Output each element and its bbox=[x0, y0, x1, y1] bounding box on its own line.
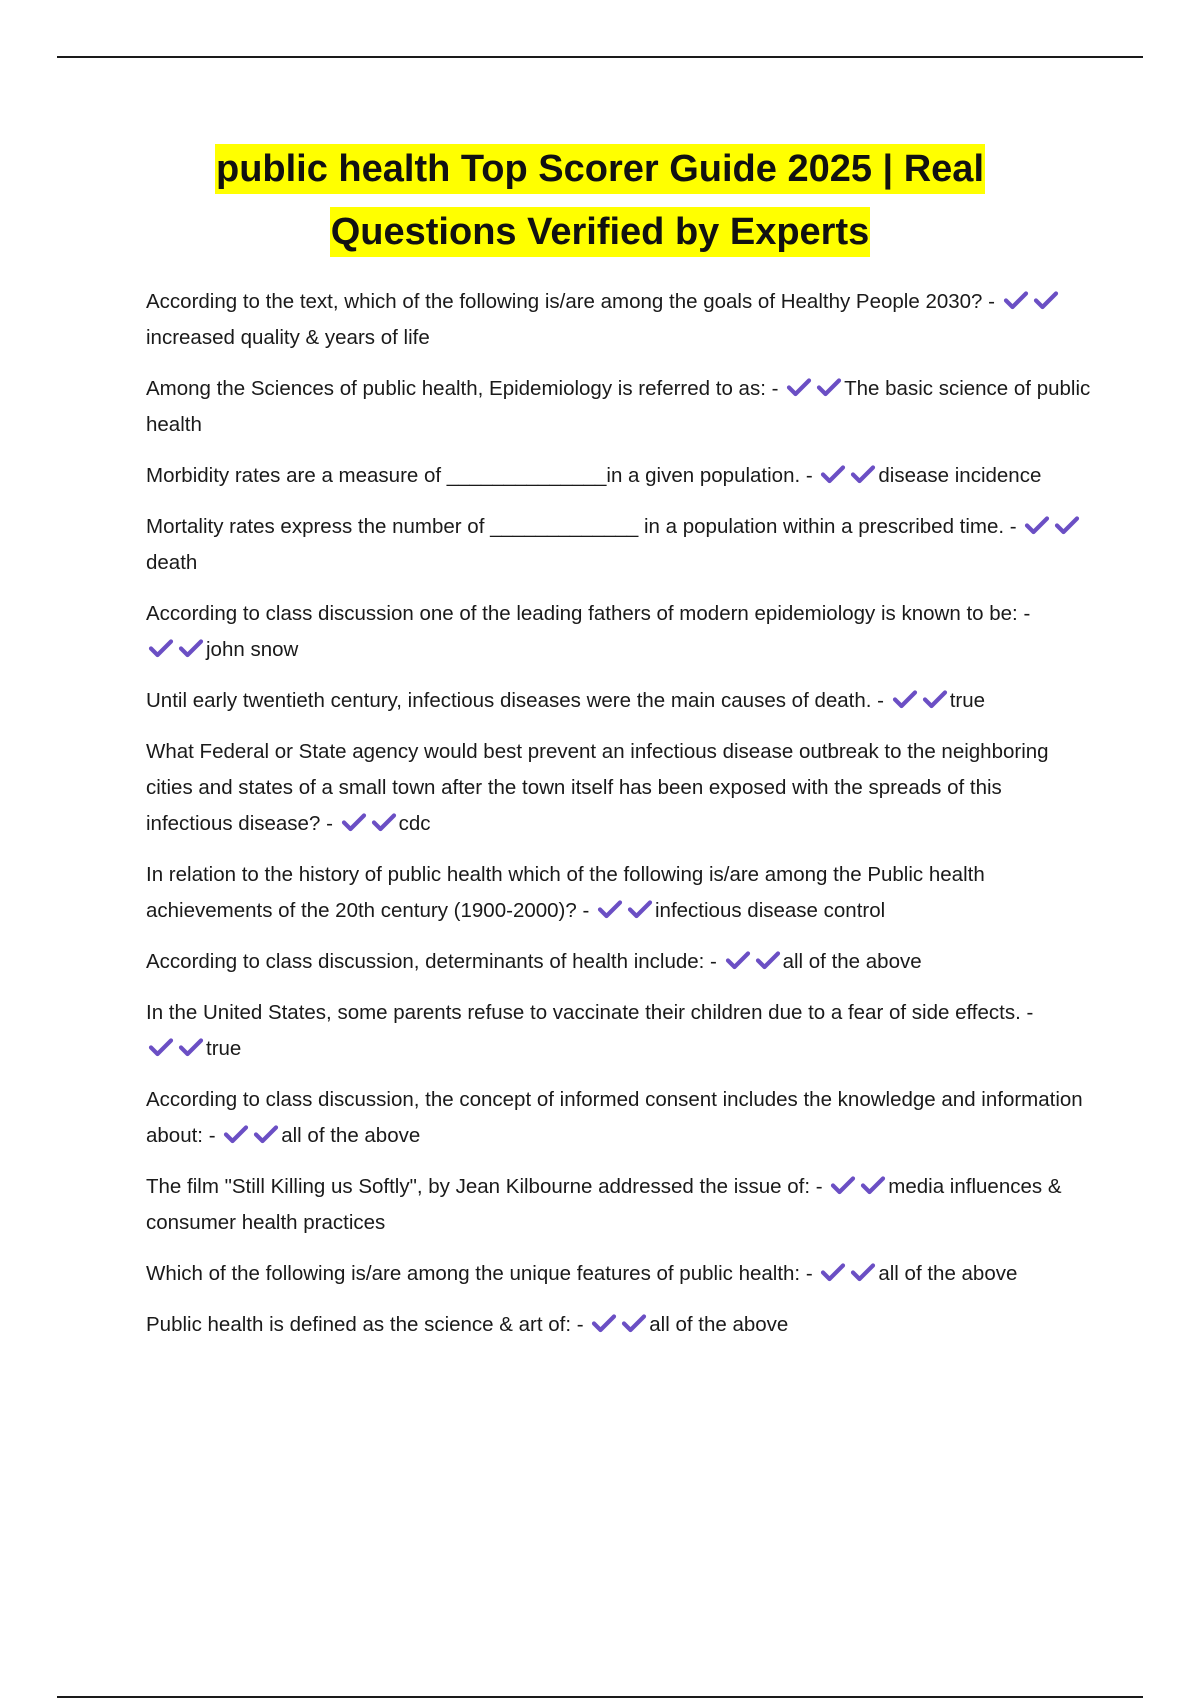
bottom-rule bbox=[57, 1696, 1143, 1698]
answer-text: true bbox=[206, 1037, 242, 1060]
answer-separator: - bbox=[1020, 1001, 1034, 1024]
answer-checkmarks bbox=[146, 638, 206, 661]
answer-separator: - bbox=[320, 812, 339, 835]
answer-separator: - bbox=[800, 464, 819, 487]
checkmark-icon bbox=[177, 1036, 205, 1058]
answer-text: all of the above bbox=[782, 950, 922, 973]
answer-text: all of the above bbox=[649, 1313, 789, 1336]
answer-text: death bbox=[146, 551, 198, 574]
answer-checkmarks bbox=[828, 1175, 888, 1198]
question-text: According to class discussion, the concept of informed consent includes the knowledge and information about: bbox=[146, 1088, 1083, 1147]
answer-checkmarks bbox=[595, 899, 655, 922]
question-text: Until early twentieth century, infectious diseases were the main causes of death. bbox=[146, 689, 872, 712]
answer-text: all of the above bbox=[878, 1262, 1018, 1285]
checkmark-icon bbox=[596, 898, 624, 920]
answer-text: true bbox=[949, 689, 986, 712]
question-text: In relation to the history of public health which of the following is/are among the Public health achievements of the 20th century (1900-2000)? bbox=[146, 863, 985, 922]
top-rule bbox=[57, 56, 1143, 58]
answer-separator: - bbox=[810, 1175, 829, 1198]
question-text: According to class discussion one of the leading fathers of modern epidemiology is known to be: bbox=[146, 602, 1018, 625]
answer-text: cdc bbox=[398, 812, 431, 835]
checkmark-icon bbox=[849, 1261, 877, 1283]
answer-checkmarks bbox=[589, 1313, 649, 1336]
answer-separator: - bbox=[576, 899, 595, 922]
title-line-2: Questions Verified by Experts bbox=[330, 207, 871, 257]
checkmark-icon bbox=[590, 1312, 618, 1334]
answer-separator: - bbox=[871, 689, 890, 712]
checkmark-icon bbox=[620, 1312, 648, 1334]
question-text: The film "Still Killing us Softly", by Jean Kilbourne addressed the issue of: bbox=[146, 1175, 811, 1198]
answer-separator: - bbox=[765, 377, 785, 400]
qa-item bbox=[146, 857, 1092, 929]
checkmark-icon bbox=[222, 1123, 250, 1145]
checkmark-icon bbox=[754, 949, 782, 971]
qa-item bbox=[146, 458, 1092, 494]
checkmark-icon bbox=[819, 463, 847, 485]
checkmark-icon bbox=[1032, 289, 1060, 311]
question-text: Mortality rates express the number of _____________ in a population within a prescribed time. bbox=[146, 515, 1005, 538]
checkmark-icon bbox=[785, 376, 813, 398]
answer-checkmarks bbox=[1001, 290, 1061, 313]
answer-separator: - bbox=[571, 1313, 590, 1336]
checkmark-icon bbox=[921, 688, 949, 710]
answer-checkmarks bbox=[146, 1037, 206, 1060]
question-text: According to class discussion, determinants of health include: bbox=[146, 950, 705, 973]
answer-text: all of the above bbox=[281, 1124, 421, 1147]
question-text: What Federal or State agency would best prevent an infectious disease outbreak to the neighboring cities and states of a small town after the town itself has been exposed with the spreads of this infectious disease? bbox=[146, 740, 1049, 835]
answer-separator: - bbox=[1017, 602, 1031, 625]
qa-item bbox=[146, 1307, 1092, 1343]
answer-checkmarks bbox=[723, 950, 783, 973]
checkmark-icon bbox=[1053, 514, 1081, 536]
title-line-1: public health Top Scorer Guide 2025 | Real bbox=[215, 144, 985, 194]
page-title bbox=[120, 138, 1080, 264]
question-text: Among the Sciences of public health, Epidemiology is referred to as: bbox=[146, 377, 766, 400]
question-text: Morbidity rates are a measure of ______________in a given population. bbox=[146, 464, 801, 487]
checkmark-icon bbox=[849, 463, 877, 485]
qa-item bbox=[146, 1256, 1092, 1292]
checkmark-icon bbox=[626, 898, 654, 920]
answer-separator: - bbox=[982, 290, 1001, 313]
qa-item bbox=[146, 284, 1092, 356]
checkmark-icon bbox=[1002, 289, 1030, 311]
answer-separator: - bbox=[800, 1262, 819, 1285]
question-text: Which of the following is/are among the unique features of public health: bbox=[146, 1262, 801, 1285]
checkmark-icon bbox=[724, 949, 752, 971]
checkmark-icon bbox=[815, 376, 843, 398]
checkmark-icon bbox=[1023, 514, 1051, 536]
answer-text: disease incidence bbox=[878, 464, 1042, 487]
qa-item bbox=[146, 596, 1092, 668]
answer-checkmarks bbox=[784, 377, 844, 400]
qa-item bbox=[146, 734, 1092, 842]
answer-checkmarks bbox=[1022, 515, 1082, 538]
checkmark-icon bbox=[147, 637, 175, 659]
checkmark-icon bbox=[147, 1036, 175, 1058]
checkmark-icon bbox=[891, 688, 919, 710]
checkmark-icon bbox=[859, 1174, 887, 1196]
qa-item bbox=[146, 1169, 1092, 1241]
answer-separator: - bbox=[203, 1124, 222, 1147]
checkmark-icon bbox=[829, 1174, 857, 1196]
answer-checkmarks bbox=[818, 464, 878, 487]
answer-text: increased quality & years of life bbox=[146, 326, 430, 349]
qa-item bbox=[146, 995, 1092, 1067]
answer-text: media influences & consumer health practices bbox=[146, 1175, 1062, 1234]
answer-checkmarks bbox=[818, 1262, 878, 1285]
checkmark-icon bbox=[177, 637, 205, 659]
qa-item bbox=[146, 1082, 1092, 1154]
checkmark-icon bbox=[819, 1261, 847, 1283]
answer-checkmarks bbox=[339, 812, 399, 835]
qa-item bbox=[146, 683, 1092, 719]
answer-separator: - bbox=[704, 950, 723, 973]
question-text: In the United States, some parents refuse to vaccinate their children due to a fear of side effects. bbox=[146, 1001, 1021, 1024]
question-text: Public health is defined as the science & art of: bbox=[146, 1313, 572, 1336]
checkmark-icon bbox=[252, 1123, 280, 1145]
question-text: According to the text, which of the following is/are among the goals of Healthy People 2030? bbox=[146, 290, 983, 313]
qa-item bbox=[146, 944, 1092, 980]
answer-text: The basic science of public health bbox=[146, 377, 1091, 436]
checkmark-icon bbox=[370, 811, 398, 833]
answer-separator: - bbox=[1004, 515, 1023, 538]
answer-checkmarks bbox=[890, 689, 950, 712]
qa-item bbox=[146, 371, 1092, 443]
answer-checkmarks bbox=[221, 1124, 281, 1147]
checkmark-icon bbox=[340, 811, 368, 833]
qa-item bbox=[146, 509, 1092, 581]
answer-text: infectious disease control bbox=[655, 899, 886, 922]
qa-list bbox=[146, 284, 1092, 1358]
answer-text: john snow bbox=[206, 638, 299, 661]
